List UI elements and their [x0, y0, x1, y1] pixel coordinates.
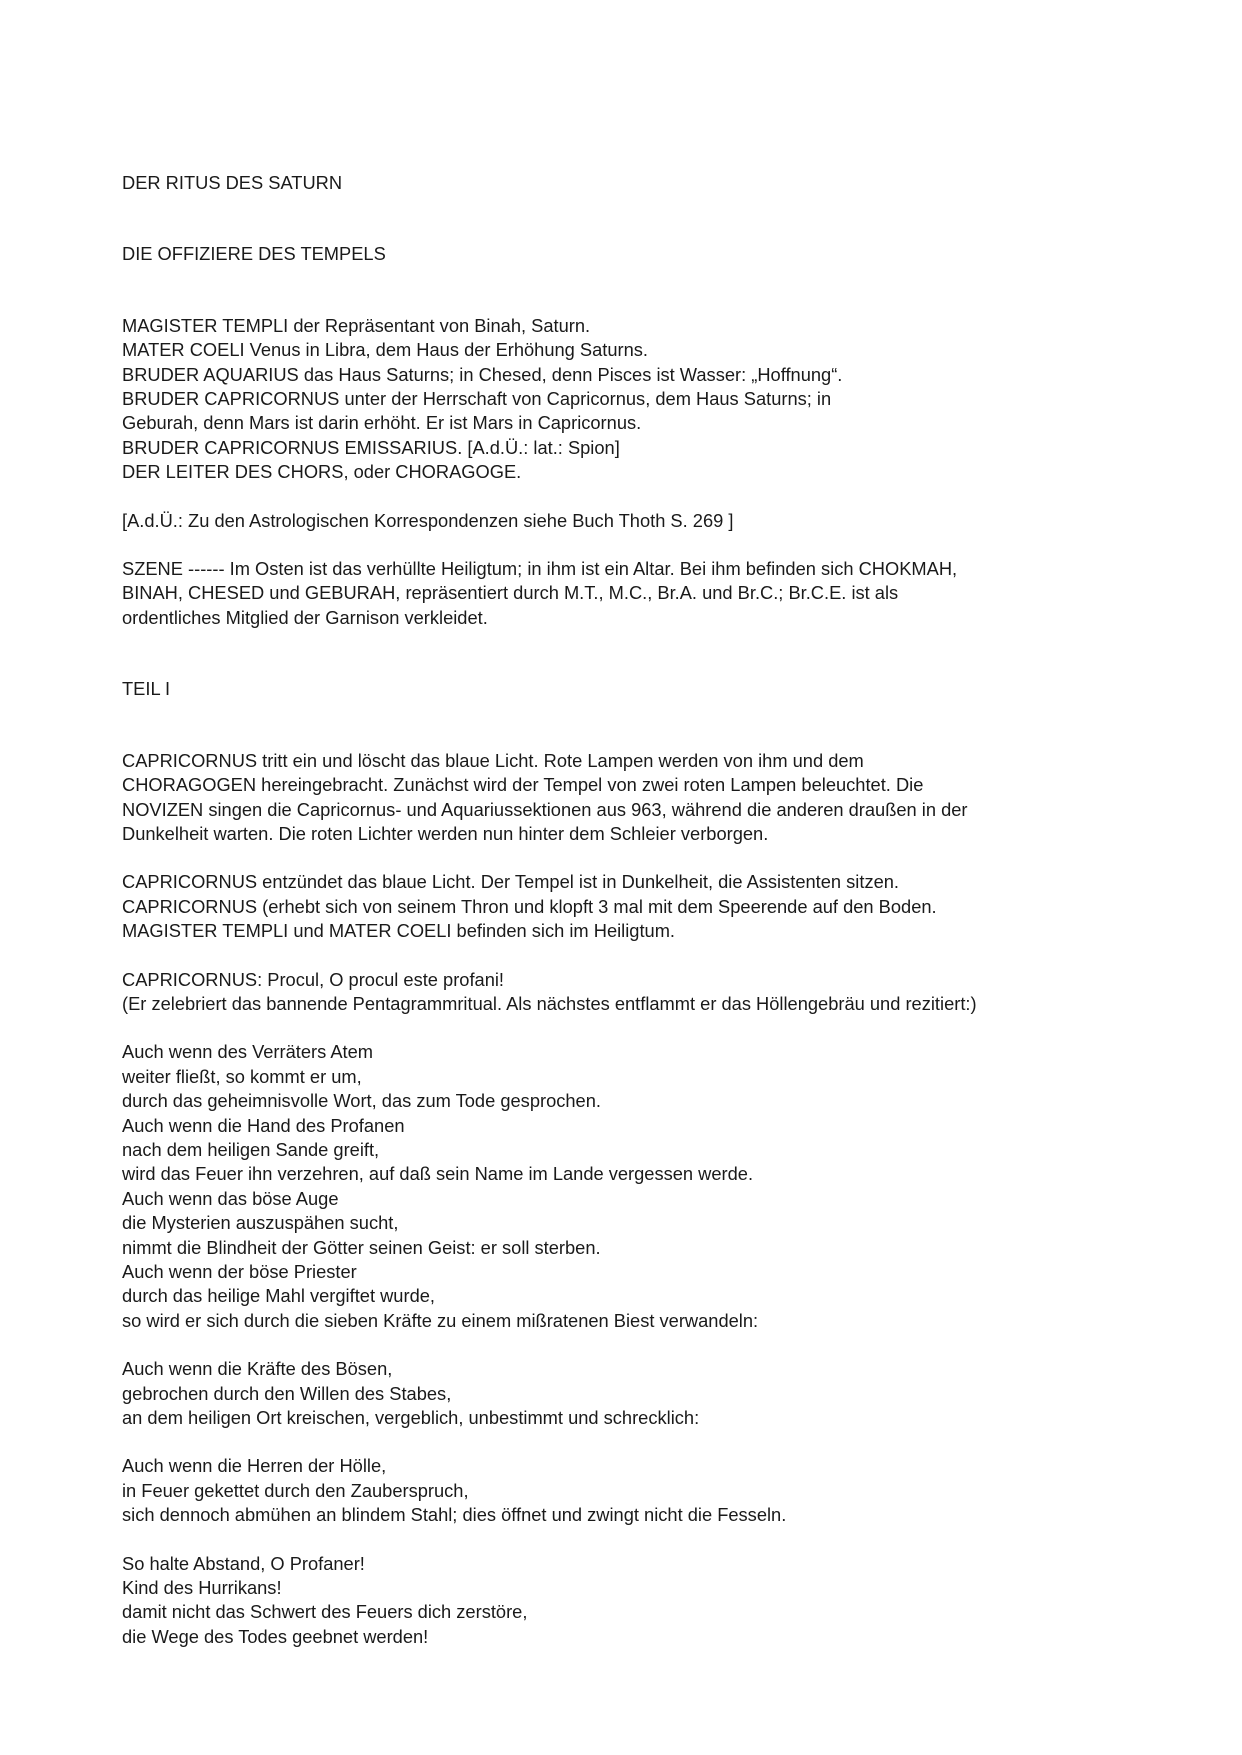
paragraph-line: CAPRICORNUS tritt ein und löscht das blaue Licht. Rote Lampen werden von ihm und dem	[122, 749, 864, 771]
verse-line: nimmt die Blindheit der Götter seinen Geist: er soll sterben.	[122, 1236, 601, 1258]
paragraph-2	[122, 870, 1182, 943]
verse-line: weiter fließt, so kommt er um,	[122, 1065, 362, 1087]
verse-line: Auch wenn die Kräfte des Bösen,	[122, 1358, 393, 1380]
verse-line: die Wege des Todes geebnet werden!	[122, 1625, 429, 1647]
verse-stanza-4	[122, 1552, 1182, 1650]
verse-line: an dem heiligen Ort kreischen, vergeblich, unbestimmt und schrecklich:	[122, 1407, 700, 1429]
verse-line: damit nicht das Schwert des Feuers dich zerstöre,	[122, 1601, 528, 1623]
paragraph-3	[122, 968, 1182, 1017]
officer-line: BRUDER AQUARIUS das Haus Saturns; in Chesed, denn Pisces ist Wasser: „Hoffnung“.	[122, 363, 843, 385]
scene-paragraph	[122, 557, 1182, 630]
verse-line: durch das heilige Mahl vergiftet wurde,	[122, 1285, 435, 1307]
paragraph-1	[122, 749, 1182, 847]
verse-stanza-3	[122, 1454, 1182, 1527]
verse-stanza-1	[122, 1040, 1182, 1333]
verse-line: wird das Feuer ihn verzehren, auf daß sein Name im Lande vergessen werde.	[122, 1163, 754, 1185]
scene-line: BINAH, CHESED und GEBURAH, repräsentiert durch M.T., M.C., Br.A. und Br.C.; Br.C.E. ist als	[122, 582, 899, 604]
paragraph-line: CHORAGOGEN hereingebracht. Zunächst wird der Tempel von zwei roten Lampen beleuchtet. Die	[122, 774, 924, 796]
verse-stanza-2	[122, 1357, 1182, 1430]
paragraph-line: CAPRICORNUS entzündet das blaue Licht. Der Tempel ist in Dunkelheit, die Assistenten sitzen.	[122, 871, 899, 893]
verse-line: Auch wenn die Hand des Profanen	[122, 1114, 405, 1136]
verse-line: So halte Abstand, O Profaner!	[122, 1552, 365, 1574]
officers-list	[122, 314, 1182, 485]
officer-line: Geburah, denn Mars ist darin erhöht. Er ist Mars in Capricornus.	[122, 412, 642, 434]
verse-line: Auch wenn des Verräters Atem	[122, 1041, 373, 1063]
paragraph-line: NOVIZEN singen die Capricornus- und Aquariussektionen aus 963, während die anderen draußen in der	[122, 798, 968, 820]
verse-line: sich dennoch abmühen an blindem Stahl; dies öffnet und zwingt nicht die Fesseln.	[122, 1504, 787, 1526]
scene-line: ordentliches Mitglied der Garnison verkleidet.	[122, 606, 488, 628]
verse-line: Kind des Hurrikans!	[122, 1577, 282, 1599]
officer-line: MAGISTER TEMPLI der Repräsentant von Binah, Saturn.	[122, 314, 591, 336]
verse-line: so wird er sich durch die sieben Kräfte zu einem mißratenen Biest verwandeln:	[122, 1309, 759, 1331]
document-title: DER RITUS DES SATURN	[122, 172, 343, 193]
officers-heading: DIE OFFIZIERE DES TEMPELS	[122, 243, 386, 265]
part-heading: TEIL I	[122, 678, 171, 700]
verse-line: Auch wenn das böse Auge	[122, 1187, 339, 1209]
translator-note: [A.d.Ü.: Zu den Astrologischen Korrespondenzen siehe Buch Thoth S. 269 ]	[122, 509, 734, 531]
paragraph-line: CAPRICORNUS (erhebt sich von seinem Thron und klopft 3 mal mit dem Speerende auf den Boden.	[122, 895, 937, 917]
document-body	[122, 171, 1182, 1649]
paragraph-line: MAGISTER TEMPLI und MATER COELI befinden sich im Heiligtum.	[122, 920, 676, 942]
verse-line: durch das geheimnisvolle Wort, das zum Tode gesprochen.	[122, 1090, 601, 1112]
officer-line: BRUDER CAPRICORNUS EMISSARIUS. [A.d.Ü.: lat.: Spion]	[122, 436, 620, 458]
verse-line: nach dem heiligen Sande greift,	[122, 1138, 380, 1160]
verse-line: Auch wenn die Herren der Hölle,	[122, 1455, 387, 1477]
verse-line: gebrochen durch den Willen des Stabes,	[122, 1382, 452, 1404]
paragraph-line: (Er zelebriert das bannende Pentagrammritual. Als nächstes entflammt er das Höllengebräu und rezitiert:)	[122, 992, 977, 1014]
paragraph-line: Dunkelheit warten. Die roten Lichter werden nun hinter dem Schleier verborgen.	[122, 822, 769, 844]
officer-line: BRUDER CAPRICORNUS unter der Herrschaft von Capricornus, dem Haus Saturns; in	[122, 388, 832, 410]
verse-line: in Feuer gekettet durch den Zauberspruch,	[122, 1479, 469, 1501]
scene-line: SZENE ------ Im Osten ist das verhüllte Heiligtum; in ihm ist ein Altar. Bei ihm befinden sich CHOKMAH,	[122, 558, 958, 580]
officer-line: MATER COELI Venus in Libra, dem Haus der Erhöhung Saturns.	[122, 339, 649, 361]
verse-line: die Mysterien auszuspähen sucht,	[122, 1212, 399, 1234]
officer-line: DER LEITER DES CHORS, oder CHORAGOGE.	[122, 461, 522, 483]
paragraph-line: CAPRICORNUS: Procul, O procul este profani!	[122, 968, 505, 990]
verse-line: Auch wenn der böse Priester	[122, 1261, 357, 1282]
